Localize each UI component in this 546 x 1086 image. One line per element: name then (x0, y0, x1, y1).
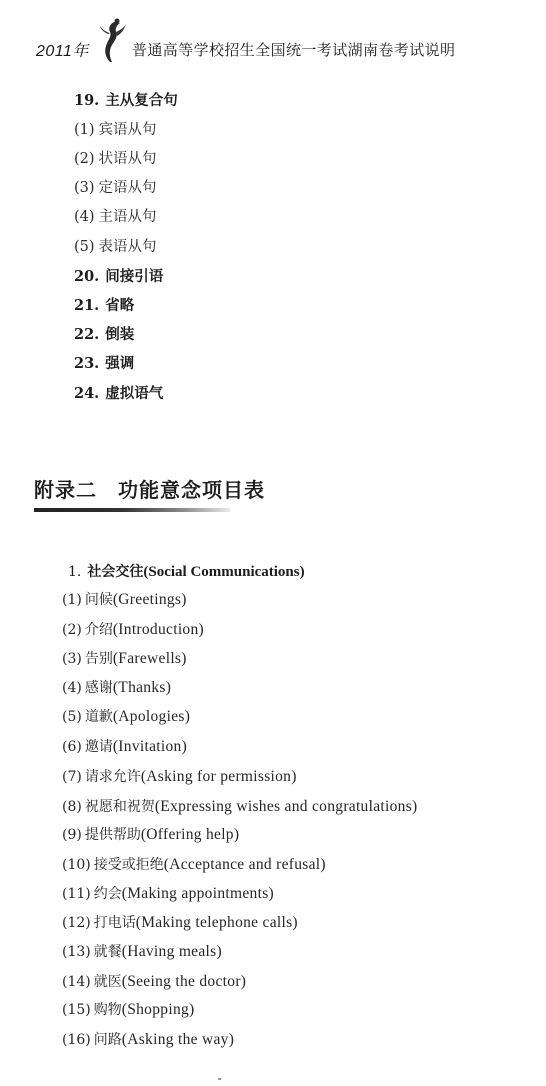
page-header (36, 18, 506, 68)
grammar-item-number: 19. (74, 92, 100, 109)
function-item (62, 825, 239, 845)
grammar-item (74, 267, 163, 287)
header-title: 普通高等学校招生全国统一考试湖南卷考试说明 (132, 41, 456, 59)
function-item-en: (Greetings) (112, 591, 187, 608)
function-item (62, 737, 187, 757)
grammar-subitem-text: 定语从句 (98, 180, 157, 196)
grammar-item (74, 325, 134, 345)
scan-speck (218, 1078, 221, 1080)
function-item-number: (7) (62, 769, 82, 785)
grammar-item (74, 91, 178, 111)
function-item (62, 649, 187, 669)
function-item-en: (Introduction) (112, 621, 204, 638)
grammar-item-text: 主从复合句 (105, 93, 178, 109)
function-item-zh: 就餐 (93, 944, 122, 960)
function-item (62, 855, 326, 875)
function-item-number: (13) (62, 944, 91, 960)
grammar-subitem-number: (2) (74, 151, 95, 167)
function-item-en: (Having meals) (121, 943, 222, 960)
function-item-zh: 问路 (93, 1032, 122, 1048)
grammar-subitem-text: 表语从句 (98, 239, 157, 255)
function-item-number: (4) (62, 680, 82, 696)
section-heading (68, 561, 305, 581)
grammar-item-text: 倒装 (105, 327, 135, 343)
grammar-subitem-number: (5) (74, 239, 95, 255)
grammar-item (74, 296, 134, 316)
function-item-number: (11) (62, 886, 91, 902)
grammar-item (74, 354, 134, 374)
function-item-number: (2) (62, 622, 82, 638)
function-item-number: (12) (62, 915, 91, 931)
function-item-en: (Seeing the doctor) (121, 973, 247, 990)
function-item-zh: 道歉 (84, 709, 113, 725)
function-item-zh: 邀请 (84, 739, 113, 755)
grammar-item-text: 强调 (105, 356, 135, 372)
function-item-zh: 约会 (93, 886, 122, 902)
function-item (62, 884, 274, 904)
function-item-zh: 感谢 (84, 680, 113, 696)
function-item (62, 620, 204, 640)
grammar-item-number: 23. (74, 355, 100, 372)
function-item-zh: 购物 (93, 1002, 122, 1018)
function-item-number: (6) (62, 739, 82, 755)
grammar-subitem (74, 120, 157, 140)
function-item-en: (Invitation) (112, 738, 188, 755)
function-item (62, 1000, 195, 1020)
function-item-zh: 提供帮助 (84, 827, 141, 843)
grammar-subitem-text: 宾语从句 (98, 122, 157, 138)
grammar-item-number: 20. (74, 268, 100, 285)
function-item-zh: 打电话 (93, 915, 136, 931)
function-item-en: (Asking the way) (121, 1031, 235, 1048)
function-item-zh: 告别 (84, 651, 113, 667)
function-item (62, 590, 187, 610)
function-item-number: (1) (62, 592, 82, 608)
function-item-zh: 就医 (93, 974, 122, 990)
grammar-item (74, 384, 163, 404)
header-year: 2011年 (36, 43, 89, 60)
function-item-number: (9) (62, 827, 82, 843)
grammar-item-text: 间接引语 (105, 269, 164, 285)
function-item-number: (10) (62, 857, 91, 873)
function-item-en: (Acceptance and refusal) (163, 856, 326, 873)
grammar-subitem (74, 207, 157, 227)
function-item-en: (Farewells) (112, 650, 187, 667)
function-item (62, 767, 297, 787)
function-item-en: (Thanks) (112, 679, 172, 696)
section-number: 1. (68, 564, 82, 580)
grammar-subitem (74, 237, 157, 257)
grammar-subitem-text: 主语从句 (98, 209, 157, 225)
appendix-title: 附录二 功能意念项目表 (34, 478, 265, 502)
function-item-zh: 祝愿和祝贺 (84, 799, 155, 815)
grammar-subitem (74, 149, 157, 169)
function-item (62, 972, 246, 992)
function-item-en: (Making appointments) (121, 885, 274, 902)
grammar-subitem-number: (1) (74, 122, 95, 138)
function-item-en: (Expressing wishes and congratulations) (154, 798, 418, 815)
function-item (62, 678, 171, 698)
function-item-en: (Offering help) (140, 826, 240, 843)
function-item (62, 942, 222, 962)
grammar-subitem-text: 状语从句 (98, 151, 157, 167)
grammar-subitem-number: (4) (74, 209, 95, 225)
grammar-item-text: 虚拟语气 (105, 386, 164, 402)
function-item (62, 1030, 234, 1050)
function-item-en: (Shopping) (121, 1001, 195, 1018)
function-item-number: (3) (62, 651, 82, 667)
function-item-number: (8) (62, 799, 82, 815)
function-item-number: (16) (62, 1032, 91, 1048)
grammar-item-number: 22. (74, 326, 100, 343)
function-item (62, 913, 298, 933)
function-item-number: (5) (62, 709, 82, 725)
grammar-item-text: 省略 (105, 298, 135, 314)
function-item-zh: 接受或拒绝 (93, 857, 164, 873)
section-title-zh: 社会交往 (87, 564, 144, 580)
grammar-subitem-number: (3) (74, 180, 95, 196)
function-item-number: (15) (62, 1002, 91, 1018)
function-item (62, 707, 190, 727)
function-item-en: (Asking for permission) (140, 768, 297, 785)
dancer-figure-icon (96, 18, 132, 64)
function-item-number: (14) (62, 974, 91, 990)
function-item-en: (Apologies) (112, 708, 191, 725)
function-item-zh: 介绍 (84, 622, 113, 638)
function-item (62, 797, 418, 817)
section-title-en: (Social Communications) (143, 564, 305, 580)
function-item-zh: 问候 (84, 592, 113, 608)
grammar-subitem (74, 178, 157, 198)
function-item-en: (Making telephone calls) (135, 914, 298, 931)
grammar-item-number: 21. (74, 297, 100, 314)
function-item-zh: 请求允许 (84, 769, 141, 785)
grammar-item-number: 24. (74, 385, 100, 402)
appendix-title-underline (34, 508, 230, 512)
